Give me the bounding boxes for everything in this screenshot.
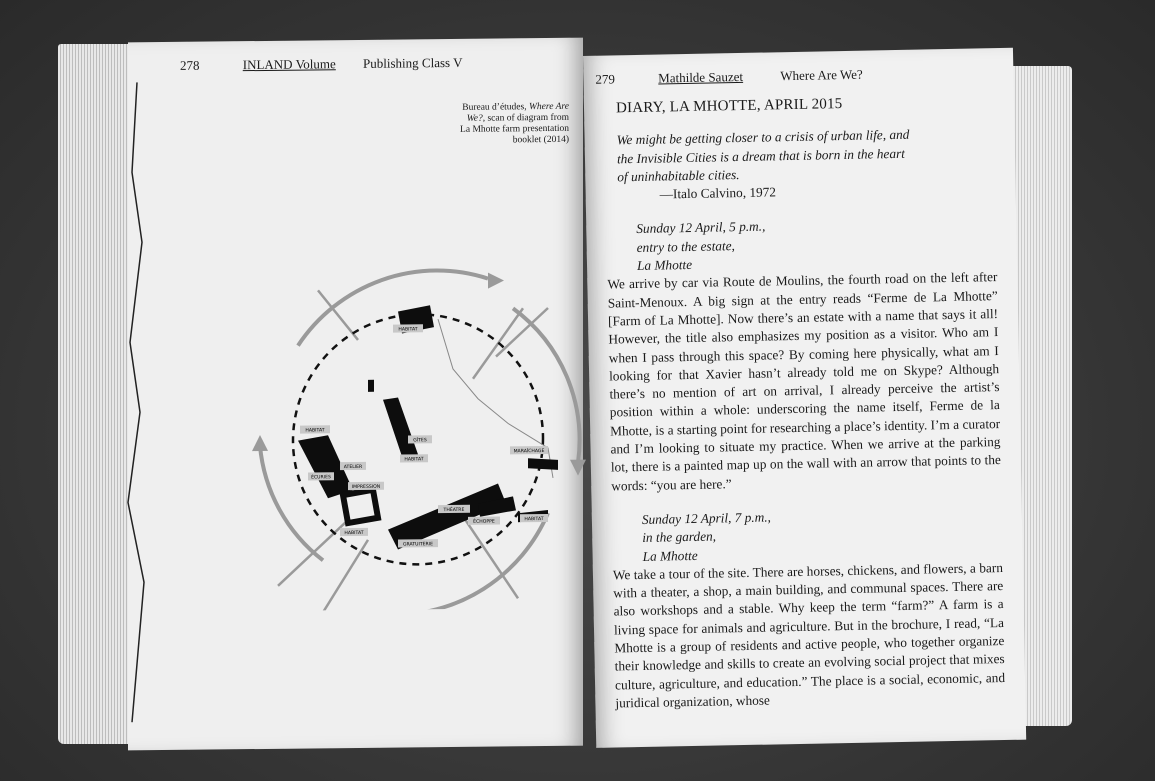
left-running-head-title: INLAND Volume [242, 56, 336, 73]
diary-title: DIARY, LA MHOTTE, APRIL 2015 [615, 96, 843, 117]
label-gites: GÎTES [413, 438, 427, 444]
arrowhead-top [488, 272, 504, 288]
arrowhead-right [570, 460, 586, 476]
left-page [128, 38, 583, 751]
label-habitat-top: HABITAT [398, 327, 418, 333]
entry1-heading: Sunday 12 April, 5 p.m., entry to the estate, La Mhotte [636, 219, 766, 274]
diary-text [604, 92, 1006, 713]
label-atelier: ATELIER [343, 464, 363, 471]
left-running-head [180, 55, 463, 74]
entry2-paragraph: We take a tour of the site. There are horses, chickens, and flowers, a barn with a theater, a shop, a main building, and communal spaces. There are also workshops and a stable. Why keep the term “farm?” A farm is a living space for animals and agriculture. But in the brochure, I read, “La Mhotte is a group of residents and active people, who together organize their knowledge and skills to create an evolving social project that mixes culture, agriculture, and education.” The place is a social, economic, and juridical organization, whose [612, 559, 1006, 711]
right-running-head-title: Where Are We? [780, 66, 863, 84]
arrowhead-left [252, 435, 268, 451]
label-habitat-right: HABITAT [524, 517, 544, 523]
label-habitat-mid: HABITAT [404, 457, 424, 463]
figure-caption: Bureau d’études, Where Are We?, scan of diagram from La Mhotte farm presentation booklet (2014) [460, 101, 569, 146]
right-running-head [595, 67, 863, 88]
label-ecuries: ÉCURIES [311, 475, 331, 481]
label-maraichage: MARAÎCHAGE [513, 449, 545, 455]
entry2-heading: Sunday 12 April, 7 p.m., in the garden, La Mhotte [641, 509, 772, 564]
building-gites [383, 397, 418, 459]
left-running-head-section: Publishing Class V [363, 54, 463, 71]
label-impression: IMPRESSION [351, 484, 381, 491]
label-theatre: THÉATRE [443, 507, 465, 514]
label-habitat-bottom: HABITAT [344, 530, 364, 537]
right-running-head-author: Mathilde Sauzet [658, 68, 744, 86]
label-habitat-left: HABITAT [305, 428, 325, 434]
page-edges-left [58, 44, 138, 744]
epigraph-attribution: —Italo Calvino, 1972 [659, 184, 777, 202]
entry1-paragraph: We arrive by car via Route de Moulins, the fourth road on the left after Saint-Menoux. A big sign at the entry reads “Ferme de La Mhotte” [Farm of La Mhotte]. Now there’s an estate with a name that says it all! However, the title also emphasizes my position as a visitor. Who am I when I pass through this space? By coming here physically, what am I looking for that Xavier hasn’t already told me on Skype? Although there’s no mention of art on arrival, I already perceive the artist’s position within a whole: underscoring the name itself, Ferme de la Mhotte, is a starting point for researching a place’s identity. I’m a curator and I’m looking to situate my practice. When we arrive at the parking lot, there is a painted map up on the wall with an arrow that points to the words: “you are here.” [607, 269, 1001, 494]
right-page-number: 279 [595, 71, 616, 87]
outer-arc-top [298, 270, 488, 346]
site-diagram [248, 248, 588, 612]
right-page [583, 48, 1026, 748]
label-echoppe: ÉCHOPPE [473, 519, 495, 525]
epigraph: We might be getting closer to a crisis of urban life, and the Invisible Cities is a dream that is born in the heart of uninhabitable cities. [616, 127, 910, 185]
left-page-number: 278 [180, 57, 200, 73]
label-gratuiterie: GRATUITERIE [402, 542, 434, 548]
open-book [58, 26, 1072, 756]
